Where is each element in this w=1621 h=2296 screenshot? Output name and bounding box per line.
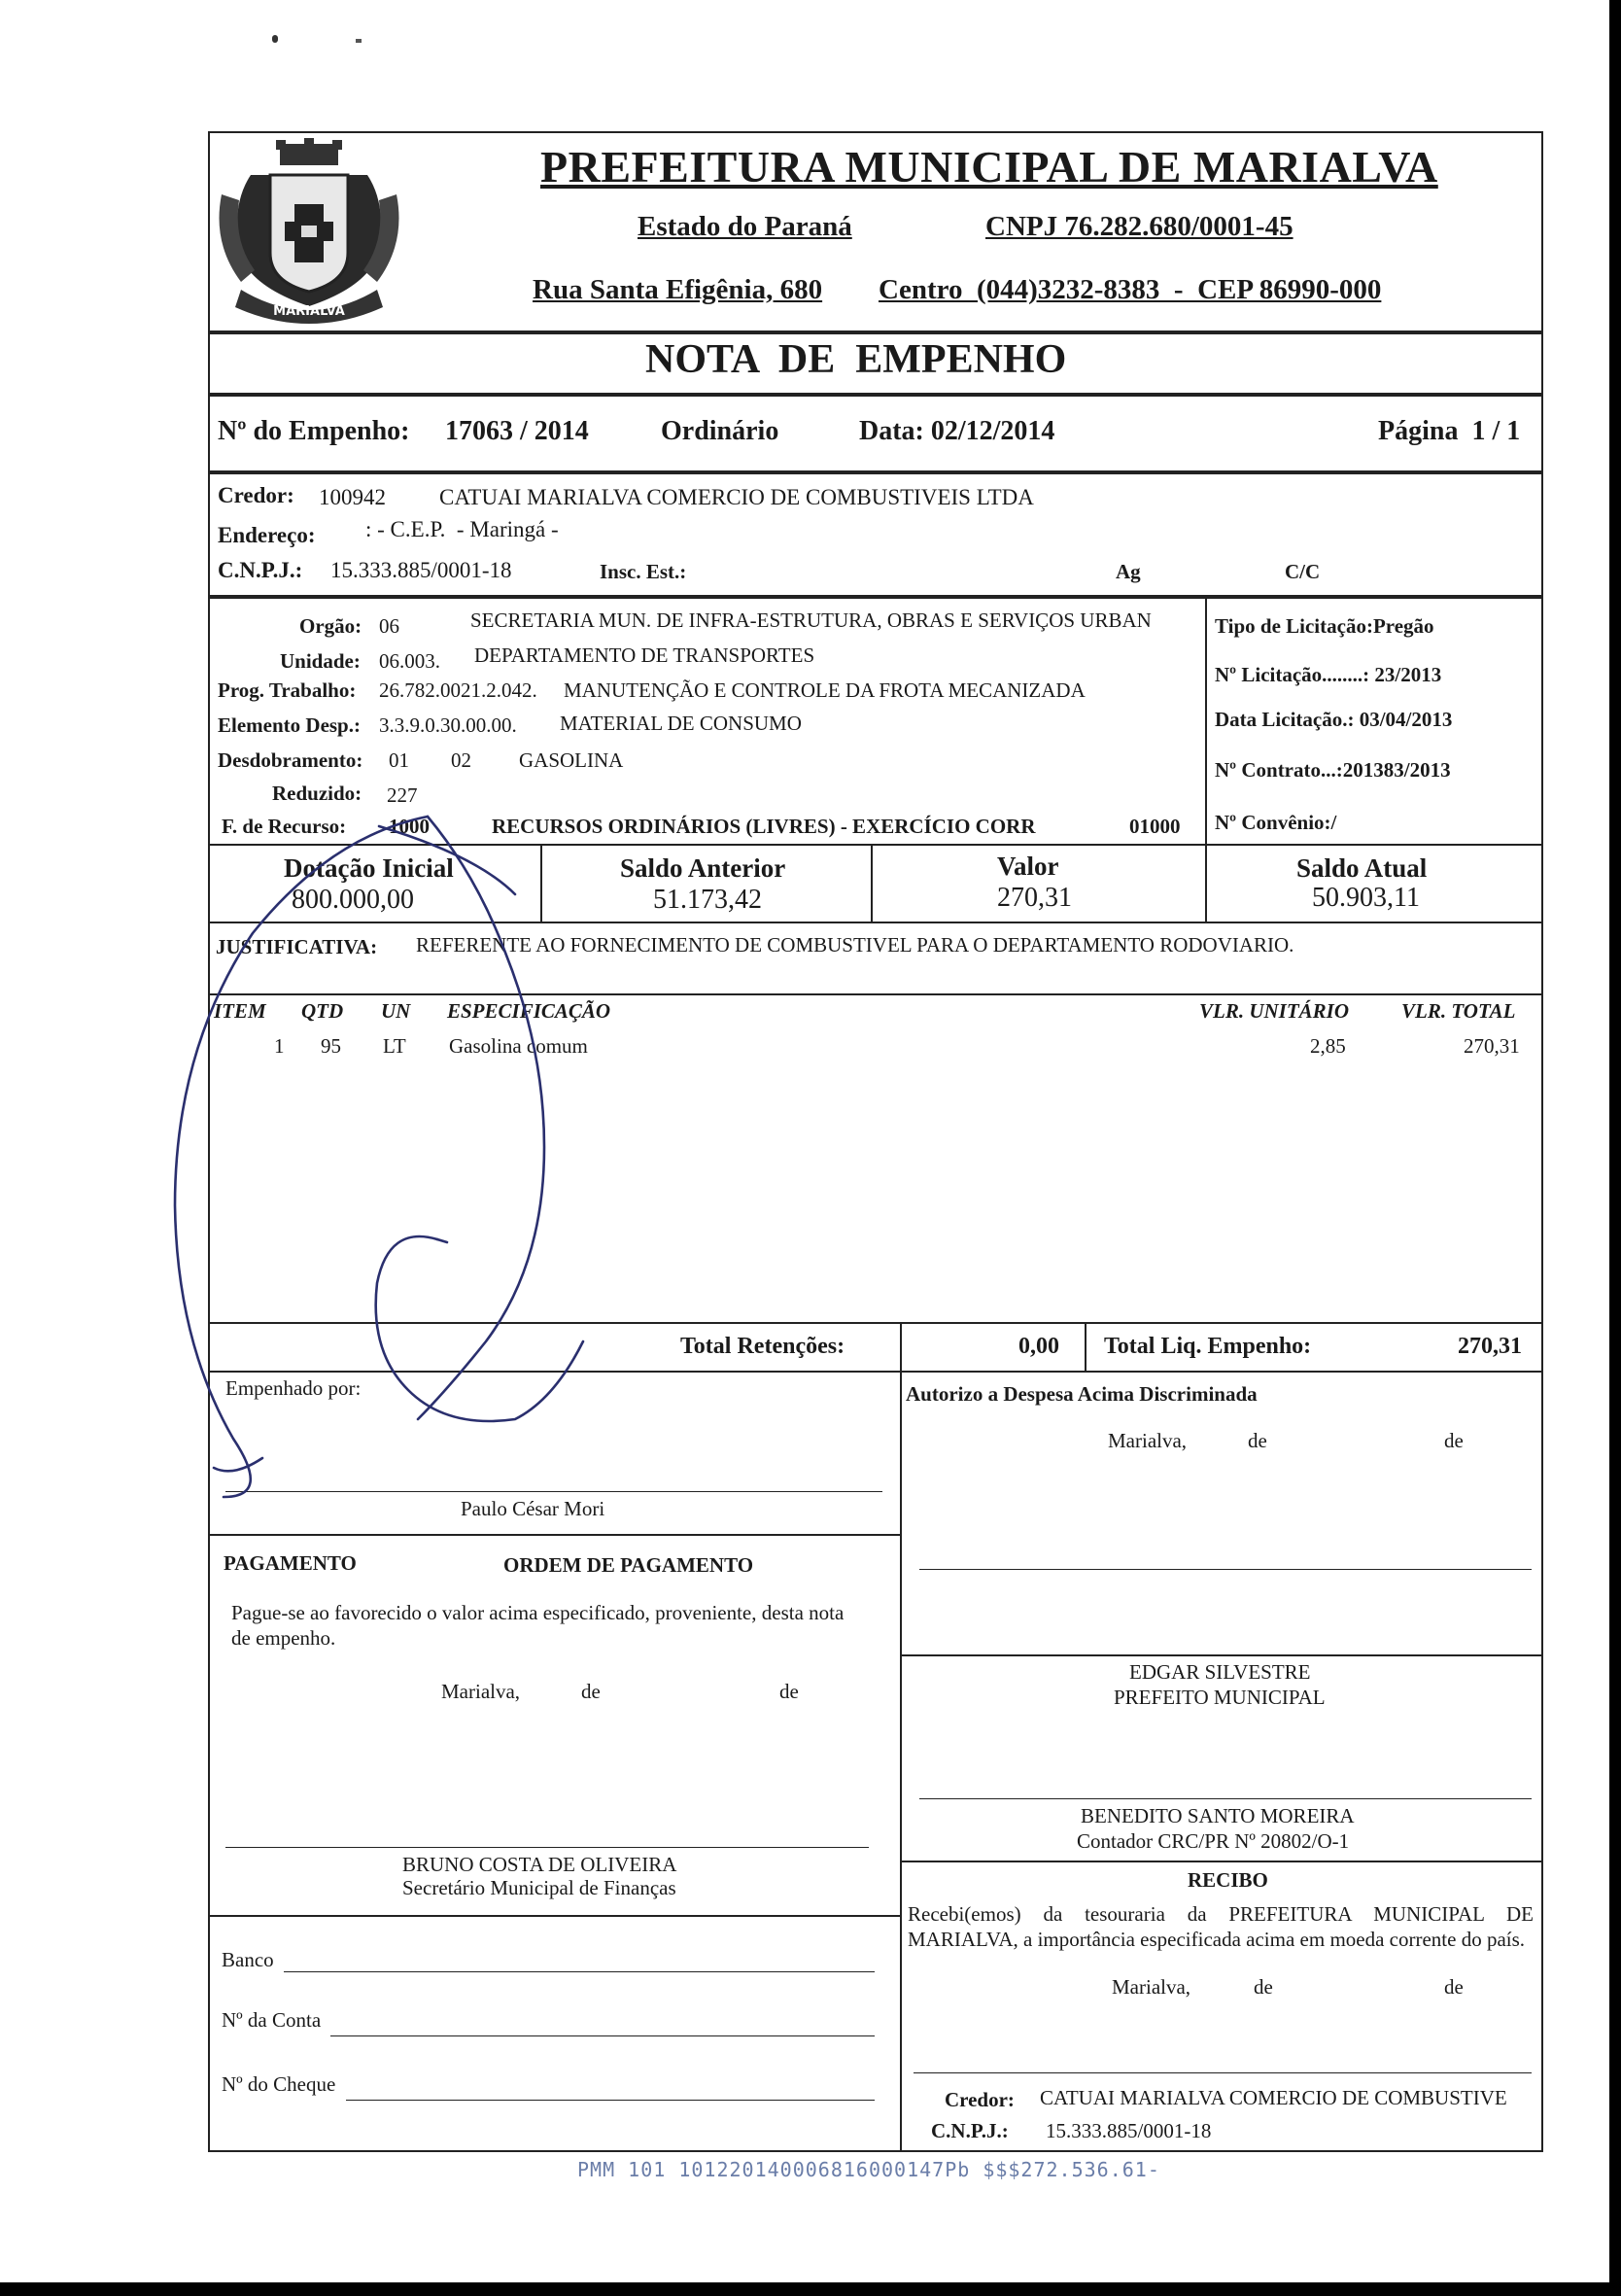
prefeito-cargo: PREFEITO MUNICIPAL: [1114, 1686, 1326, 1709]
empenho-date: Data: 02/12/2014: [859, 416, 1055, 446]
col-header-un: UN: [381, 999, 411, 1023]
pagamento-label: PAGAMENTO: [224, 1551, 357, 1575]
licitacao-numero: Nº Licitação........: 23/2013: [1215, 663, 1442, 686]
endereco-value: : - C.E.P. - Maringá -: [365, 517, 559, 541]
recibo-cnpj-label: C.N.P.J.:: [931, 2119, 1009, 2142]
prog-trabalho-label: Prog. Trabalho:: [218, 678, 357, 702]
credor-name: CATUAI MARIALVA COMERCIO DE COMBUSTIVEIS LTDA: [439, 485, 1034, 509]
handwritten-signature: [155, 797, 661, 1536]
saldo-atual-value: 50.903,11: [1312, 883, 1420, 913]
header-cnpj: CNPJ 76.282.680/0001-45: [985, 211, 1293, 242]
row-divider: [208, 1915, 902, 1917]
scan-edge-right: [1609, 0, 1621, 2296]
saldo-anterior-label: Saldo Anterior: [620, 853, 786, 883]
col-header-qtd: QTD: [301, 999, 344, 1023]
col-header-espec: ESPECIFICAÇÃO: [447, 999, 611, 1023]
prog-trabalho-desc: MANUTENÇÃO E CONTROLE DA FROTA MECANIZADA: [564, 678, 1086, 702]
item-cell: 1: [274, 1034, 285, 1058]
saldo-anterior-value: 51.173,42: [653, 885, 762, 915]
insc-est-label: Insc. Est.:: [600, 560, 687, 583]
recibo-signature-line: [914, 2072, 1532, 2073]
recurso-desc: RECURSOS ORDINÁRIOS (LIVRES) - EXERCÍCIO CORR: [492, 815, 1036, 838]
autorizo-signature-line: [919, 1569, 1532, 1570]
empenhado-label: Empenhado por:: [225, 1376, 362, 1400]
conta-field-line: [330, 2035, 875, 2036]
autorizo-label: Autorizo a Despesa Acima Discriminada: [906, 1382, 1258, 1406]
liq-empenho-label: Total Liq. Empenho:: [1104, 1334, 1312, 1359]
prefeito-nome: EDGAR SILVESTRE: [1129, 1660, 1311, 1684]
contador-cargo: Contador CRC/PR Nº 20802/O-1: [1077, 1829, 1350, 1853]
retencoes-label: Total Retenções:: [680, 1334, 845, 1359]
header-address-rest: Centro (044)3232-8383 - CEP 86990-000: [879, 274, 1382, 305]
elemento-label: Elemento Desp.:: [218, 713, 361, 737]
autorizo-de1: de: [1248, 1429, 1267, 1452]
empenho-type: Ordinário: [661, 416, 779, 446]
col-header-vlr-total: VLR. TOTAL: [1401, 999, 1516, 1023]
header-title: PREFEITURA MUNICIPAL DE MARIALVA: [540, 142, 1438, 191]
recibo-label: RECIBO: [1188, 1868, 1268, 1892]
vlr-total-cell: 270,31: [1464, 1034, 1520, 1058]
recibo-cidade: Marialva,: [1112, 1975, 1191, 1999]
totais-divider: [1085, 1322, 1086, 1373]
qtd-cell: 95: [321, 1034, 341, 1058]
header-state: Estado do Paraná: [638, 211, 852, 242]
empenhado-nome: Paulo César Mori: [461, 1497, 605, 1520]
scan-edge-bottom: [0, 2282, 1621, 2296]
orgao-desc: SECRETARIA MUN. DE INFRA-ESTRUTURA, OBRAS E SERVIÇOS URBAN: [470, 609, 1152, 632]
autorizo-cidade: Marialva,: [1108, 1429, 1188, 1452]
desdobramento-desc: GASOLINA: [519, 748, 624, 772]
desdobramento-label: Desdobramento:: [218, 748, 363, 772]
espec-cell: Gasolina comum: [449, 1034, 588, 1058]
totais-divider: [900, 1322, 902, 1373]
saldo-divider: [871, 844, 873, 923]
recibo-texto: Recebi(emos) da tesouraria da PREFEITURA MUNICIPAL DE MARIALVA, a importância especificada acima em moeda corrente do país.: [908, 1902, 1534, 1951]
retencoes-value: 0,00: [1018, 1334, 1059, 1359]
contador-signature-line: [919, 1798, 1532, 1799]
elemento-value: 3.3.9.0.30.00.00.: [379, 713, 517, 737]
recibo-credor-label: Credor:: [945, 2088, 1015, 2111]
pagamento-texto: Pague-se ao favorecido o valor acima especificado, proveniente, desta nota de empenho.: [231, 1601, 845, 1650]
secretario-signature-line: [225, 1847, 869, 1848]
licitacao-convenio: Nº Convênio:/: [1215, 811, 1337, 834]
row-divider: [900, 1861, 1543, 1862]
recurso-value: 1000: [389, 815, 430, 838]
licitacao-contrato: Nº Contrato...:201383/2013: [1215, 758, 1451, 782]
dotacao-inicial-label: Dotação Inicial: [284, 853, 454, 883]
reduzido-label: Reduzido:: [272, 782, 362, 805]
lower-center-divider: [900, 1371, 902, 2152]
credor-code: 100942: [319, 485, 386, 509]
saldo-divider: [1205, 844, 1207, 923]
orgao-value: 06: [379, 614, 399, 638]
recurso-code: 01000: [1129, 815, 1181, 838]
ordem-pagamento-label: ORDEM DE PAGAMENTO: [503, 1553, 754, 1577]
dotacao-divider: [1205, 597, 1207, 846]
scan-speck: [356, 39, 362, 43]
svg-text:MARIALVA: MARIALVA: [273, 304, 345, 319]
recibo-cnpj: 15.333.885/0001-18: [1046, 2119, 1212, 2142]
dotacao-inicial-value: 800.000,00: [292, 885, 414, 915]
scan-speck: [272, 35, 278, 43]
recibo-de1: de: [1254, 1975, 1273, 1999]
empenho-number: 17063 / 2014: [445, 416, 589, 446]
licitacao-data: Data Licitação.: 03/04/2013: [1215, 708, 1453, 731]
vlr-unit-cell: 2,85: [1310, 1034, 1346, 1058]
credor-cnpj-label: C.N.P.J.:: [218, 558, 303, 582]
recurso-label: F. de Recurso:: [222, 815, 347, 838]
footer-bank-code: PMM 101 101220140006816000147Pb $$$272.536.61-: [577, 2158, 1160, 2181]
recibo-de2: de: [1444, 1975, 1464, 1999]
cc-label: C/C: [1285, 560, 1321, 583]
elemento-desc: MATERIAL DE CONSUMO: [560, 712, 802, 735]
justificativa-text: REFERENTE AO FORNECIMENTO DE COMBUSTIVEL PARA O DEPARTAMENTO RODOVIARIO.: [416, 933, 1294, 957]
row-divider: [900, 1654, 1543, 1656]
contador-nome: BENEDITO SANTO MOREIRA: [1081, 1804, 1355, 1827]
empenho-page: Página 1 / 1: [1378, 416, 1521, 446]
pagamento-cidade: Marialva,: [441, 1680, 521, 1703]
justificativa-label: JUSTIFICATIVA:: [216, 935, 378, 958]
endereco-label: Endereço:: [218, 523, 316, 547]
unidade-label: Unidade:: [280, 649, 361, 673]
header-address: Rua Santa Efigênia, 680: [533, 274, 823, 305]
secretario-cargo: Secretário Municipal de Finanças: [402, 1876, 676, 1899]
cheque-field-line: [346, 2100, 875, 2101]
ag-label: Ag: [1116, 560, 1141, 583]
reduzido-value: 227: [387, 783, 418, 807]
pagamento-de2: de: [779, 1680, 799, 1703]
licitacao-tipo: Tipo de Licitação:Pregão: [1215, 614, 1434, 638]
saldo-atual-label: Saldo Atual: [1296, 853, 1428, 883]
banco-field-line: [284, 1971, 875, 1972]
credor-cnpj: 15.333.885/0001-18: [330, 558, 512, 582]
conta-label: Nº da Conta: [222, 2008, 322, 2032]
prog-trabalho-value: 26.782.0021.2.042.: [379, 678, 537, 702]
orgao-label: Orgão:: [299, 614, 362, 638]
cheque-label: Nº do Cheque: [222, 2072, 336, 2096]
banco-label: Banco: [222, 1948, 274, 1971]
un-cell: LT: [383, 1034, 406, 1058]
credor-label: Credor:: [218, 483, 294, 507]
valor-label: Valor: [997, 852, 1059, 881]
coat-of-arms-logo: [212, 136, 406, 329]
liq-empenho-value: 270,31: [1458, 1334, 1522, 1359]
desdobramento-a: 01: [389, 748, 409, 772]
unidade-value: 06.003.: [379, 649, 440, 673]
secretario-nome: BRUNO COSTA DE OLIVEIRA: [402, 1853, 677, 1876]
autorizo-de2: de: [1444, 1429, 1464, 1452]
valor-value: 270,31: [997, 883, 1072, 913]
unidade-desc: DEPARTAMENTO DE TRANSPORTES: [474, 644, 815, 667]
col-header-item: ITEM: [214, 999, 266, 1023]
pagamento-de1: de: [581, 1680, 601, 1703]
doc-title: NOTA DE EMPENHO: [645, 337, 1067, 382]
col-header-vlr-unit: VLR. UNITÁRIO: [1199, 999, 1350, 1023]
recibo-credor: CATUAI MARIALVA COMERCIO DE COMBUSTIVE: [1040, 2086, 1507, 2109]
empenho-number-label: Nº do Empenho:: [218, 416, 410, 446]
desdobramento-b: 02: [451, 748, 471, 772]
